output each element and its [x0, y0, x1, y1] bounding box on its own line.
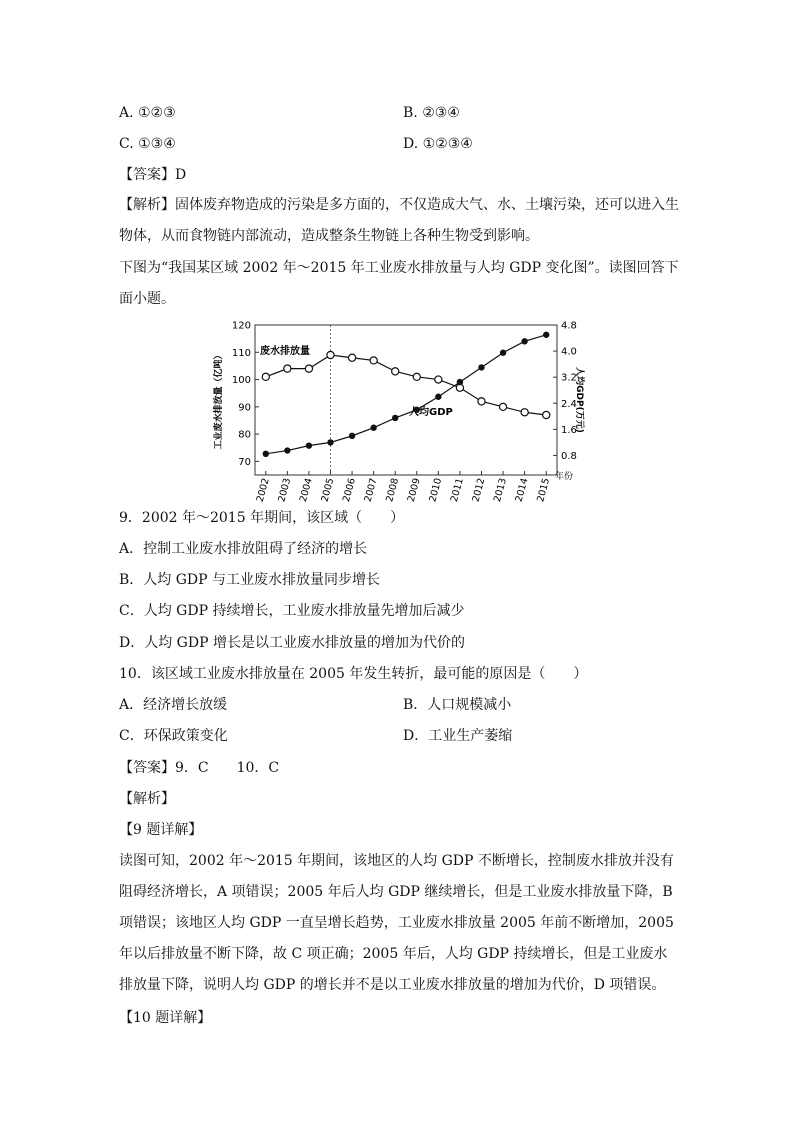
q8-option-b: B. ②③④: [403, 105, 460, 121]
x-tick-label: 2013: [492, 476, 509, 504]
wastewater-point: [499, 403, 506, 410]
q10-option-c: C．环保政策变化: [119, 728, 228, 744]
q9-detail-text: 读图可知，2002 年～2015 年期间，该地区的人均 GDP 不断增长，控制废水排放并没有阻碍经济增长，A 项错误；2005 年后人均 GDP 继续增长，但是工业废水排放量下降，B 项错误；该地区人均 GDP 一直呈增长趋势，工业废水排放量 2005 年前不断增加，2005 年以后排放量不断下降，故 C 项正确；2005 年后，人均 GDP 持续增长，但是工业废水排放量下降，说明人均 GDP 的增长并不是以工业废水排放量的增加为代价，D 项错误。: [119, 853, 674, 993]
wastewater-point: [262, 373, 269, 380]
analysis-label: 【解析】: [119, 791, 175, 807]
q10-option-b: B．人口规模减小: [403, 697, 512, 713]
y-left-tick-label: 70: [238, 456, 251, 468]
x-tick-label: 2014: [513, 476, 531, 504]
y-right-tick-label: 0.8: [561, 450, 577, 462]
wastewater-point: [521, 409, 528, 416]
q9-option-b: B．人均 GDP 与工业废水排放量同步增长: [119, 572, 381, 588]
wastewater-point: [284, 365, 291, 372]
x-tick-label: 2005: [319, 476, 337, 504]
x-tick-label: 2015: [535, 476, 553, 504]
answers: 【答案】9．C 10．C: [119, 760, 280, 776]
wastewater-point: [327, 351, 334, 358]
y-right-tick-label: 1.6: [561, 424, 577, 436]
q9-option-c: C．人均 GDP 持续增长，工业废水排放量先增加后减少: [119, 603, 465, 619]
y-left-tick-label: 120: [231, 320, 251, 332]
q9-option-d: D．人均 GDP 增长是以工业废水排放量的增加为代价的: [119, 635, 465, 651]
y-right-tick-label: 4.8: [561, 320, 577, 332]
x-tick-label: 2003: [276, 476, 294, 504]
q8-option-c: C. ①③④: [119, 136, 176, 152]
y-left-tick-label: 100: [231, 375, 251, 387]
x-tick-label: 2007: [362, 476, 380, 504]
legend-gdp: 人均GDP: [409, 407, 453, 418]
y-axis-left-label: 工业废水排放量（亿吨）: [214, 350, 224, 450]
q8-option-a: A. ①②③: [119, 105, 176, 121]
q10-option-a: A．经济增长放缓: [119, 697, 228, 713]
x-axis-label: 年份: [555, 472, 574, 482]
x-tick-label: 2012: [470, 476, 488, 504]
y-axis-right-label: 人均GDP(万元): [574, 367, 584, 433]
wastewater-point: [435, 376, 442, 383]
x-tick-label: 2011: [448, 476, 466, 504]
wastewater-point: [348, 354, 355, 361]
gdp-point: [370, 425, 376, 431]
q8-answer: 【答案】D: [119, 167, 187, 183]
gdp-point: [435, 394, 441, 400]
legend-wastewater: 废水排放量: [260, 346, 310, 357]
gdp-point: [500, 350, 506, 356]
gdp-point: [543, 332, 549, 338]
q9-stem: 9．2002 年～2015 年期间，该区域（ ）: [119, 510, 405, 526]
q10-stem: 10．该区域工业废水排放量在 2005 年发生转折，最可能的原因是（ ）: [119, 666, 588, 682]
y-right-tick-label: 4.0: [561, 346, 577, 358]
gdp-point: [263, 451, 269, 457]
wastewater-point: [413, 373, 420, 380]
q8-option-d: D. ①②③④: [403, 136, 473, 152]
gdp-point: [478, 364, 484, 370]
q9-option-a: A．控制工业废水排放阻碍了经济的增长: [119, 541, 368, 557]
x-tick-label: 2002: [254, 476, 272, 504]
gdp-point: [284, 447, 290, 453]
gdp-point: [392, 415, 398, 421]
line-chart: [210, 318, 584, 504]
x-tick-label: 2008: [384, 476, 402, 504]
gdp-point: [306, 442, 312, 448]
y-right-tick-label: 2.4: [561, 398, 577, 410]
q10-detail-title: 【10 题详解】: [119, 1010, 212, 1026]
wastewater-point: [305, 365, 312, 372]
gdp-point: [349, 433, 355, 439]
q10-option-d: D．工业生产萎缩: [403, 728, 513, 744]
y-left-tick-label: 110: [231, 347, 251, 359]
wastewater-point: [478, 398, 485, 405]
q8-analysis: 【解析】固体废弃物造成的污染是多方面的，不仅造成大气、水、土壤污染，还可以进入生物体，从而食物链内部流动，造成整条生物链上各种生物受到影响。: [119, 197, 679, 244]
gdp-point: [521, 338, 527, 344]
x-tick-label: 2004: [297, 476, 315, 504]
x-tick-label: 2010: [427, 476, 445, 504]
chart-intro: 下图为“我国某区域 2002 年～2015 年工业废水排放量与人均 GDP 变化图”。读图回答下面小题。: [119, 260, 679, 307]
y-right-tick-label: 3.2: [561, 372, 577, 384]
q9-detail-title: 【9 题详解】: [119, 822, 203, 838]
x-tick-label: 2006: [341, 476, 358, 504]
wastewater-point: [543, 411, 550, 418]
x-tick-label: 2009: [405, 476, 423, 504]
y-left-tick-label: 90: [238, 402, 251, 414]
y-left-tick-label: 80: [238, 429, 251, 441]
gdp-point: [327, 439, 333, 445]
wastewater-point: [370, 357, 377, 364]
gdp-point: [457, 379, 463, 385]
wastewater-point: [392, 368, 399, 375]
